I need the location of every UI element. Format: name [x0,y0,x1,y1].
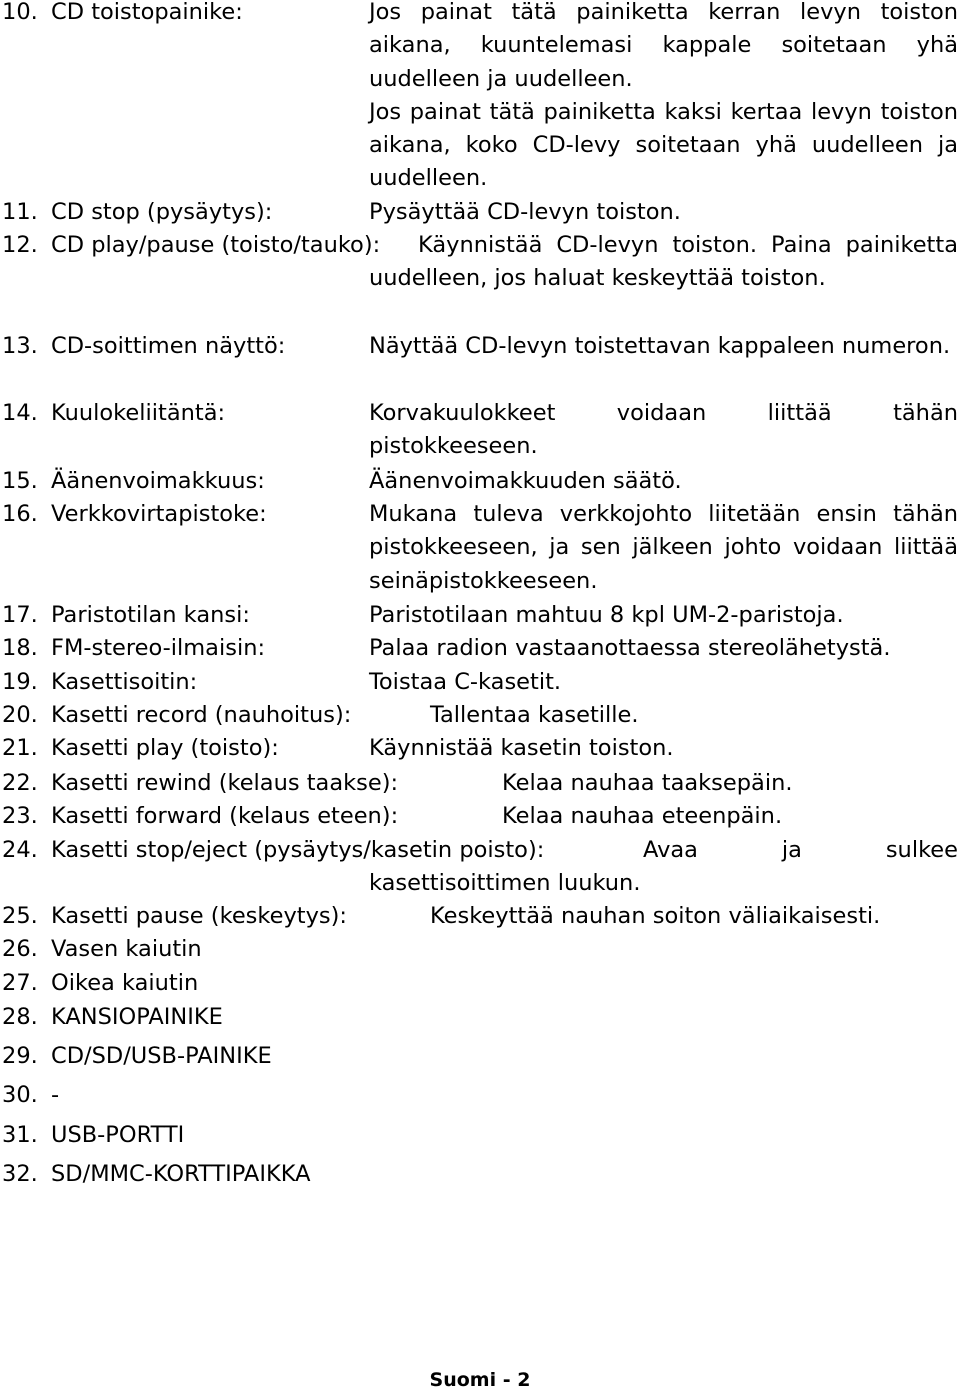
item-number: 12. [2,232,38,258]
item-label: Vasen kaiutin [51,936,202,962]
item-label: Oikea kaiutin [51,970,199,996]
item-label: CD/SD/USB-PAINIKE [51,1043,272,1069]
item-number: 18. [2,635,38,661]
item-label: Kasetti play (toisto): [51,735,279,761]
item-label: Verkkovirtapistoke: [51,501,267,527]
item-label: Kasetti record (nauhoitus): [51,702,352,728]
item-description: Paristotilaan mahtuu 8 kpl UM-2-paristoja. [369,602,844,628]
item-description: Pysäyttää CD-levyn toiston. [369,199,681,225]
item-number: 15. [2,468,38,494]
item-label: Äänenvoimakkuus: [51,468,265,494]
item-label: CD-soittimen näyttö: [51,333,286,359]
item-description-paragraph: Jos painat tätä painiketta kerran levyn toiston aikana, kuuntelemasi kappale soitetaan yhä uudelleen ja uudelleen. [369,0,958,92]
item-description: Käynnistää kasetin toiston. [369,735,674,761]
item-number: 31. [2,1122,38,1148]
item-number: 16. [2,501,38,527]
item-label: CD play/pause (toisto/tauko): [51,232,381,258]
item-number: 23. [2,803,38,829]
page-footer: Suomi - 2 [429,1369,531,1391]
item-label: Kasettisoitin: [51,669,198,695]
item-description: Palaa radion vastaanottaessa stereolähetystä. [369,635,891,661]
item-number: 24. [2,837,38,863]
item-label: SD/MMC-KORTTIPAIKKA [51,1161,311,1187]
item-label: CD toistopainike: [51,0,243,25]
item-label: USB-PORTTI [51,1122,185,1148]
item-number: 17. [2,602,38,628]
item-description: Kelaa nauhaa eteenpäin. [502,803,783,829]
item-description: Avaa ja sulkee kasettisoittimen luukun. [369,837,958,897]
item-label: CD stop (pysäytys): [51,199,273,225]
item-label: FM-stereo-ilmaisin: [51,635,266,661]
item-label: Kuulokeliitäntä: [51,400,226,426]
item-number: 26. [2,936,38,962]
item-description: Äänenvoimakkuuden säätö. [369,468,682,494]
item-number: 14. [2,400,38,426]
item-label: Kasetti pause (keskeytys): [51,903,347,929]
item-label: Kasetti stop/eject (pysäytys/kasetin poisto): [51,837,545,863]
item-description-paragraph: Jos painat tätä painiketta kaksi kertaa levyn toiston aikana, koko CD-levy soitetaan yhä uudelleen ja uudelleen. [369,98,958,192]
item-number: 19. [2,669,38,695]
item-description: Keskeyttää nauhan soiton väliaikaisesti. [430,903,881,929]
item-number: 28. [2,1004,38,1030]
item-number: 10. [2,0,38,25]
item-number: 11. [2,199,38,225]
item-number: 27. [2,970,38,996]
item-label: Kasetti rewind (kelaus taakse): [51,770,399,796]
item-number: 32. [2,1161,38,1187]
item-description: Kelaa nauhaa taaksepäin. [502,770,793,796]
item-description [369,0,958,196]
item-number: 30. [2,1082,38,1108]
item-description: Korvakuulokkeet voidaan liittää tähän pistokkeeseen. [369,400,958,460]
item-number: 22. [2,770,38,796]
item-number: 25. [2,903,38,929]
item-number: 29. [2,1043,38,1069]
item-description: Näyttää CD-levyn toistettavan kappaleen numeron. [369,333,951,359]
item-number: 13. [2,333,38,359]
item-description: Mukana tuleva verkkojohto liitetään ensin tähän pistokkeeseen, ja sen jälkeen johto voidaan liittää seinäpistokkeeseen. [369,501,958,594]
item-description: Toistaa C-kasetit. [369,669,562,695]
item-label: Paristotilan kansi: [51,602,250,628]
item-label: Kasetti forward (kelaus eteen): [51,803,399,829]
item-label: - [51,1082,60,1108]
item-label: KANSIOPAINIKE [51,1004,223,1030]
item-number: 20. [2,702,38,728]
item-description: Käynnistää CD-levyn toiston. Paina painiketta uudelleen, jos haluat keskeyttää toiston. [369,232,958,292]
item-description: Tallentaa kasetille. [430,702,639,728]
item-number: 21. [2,735,38,761]
